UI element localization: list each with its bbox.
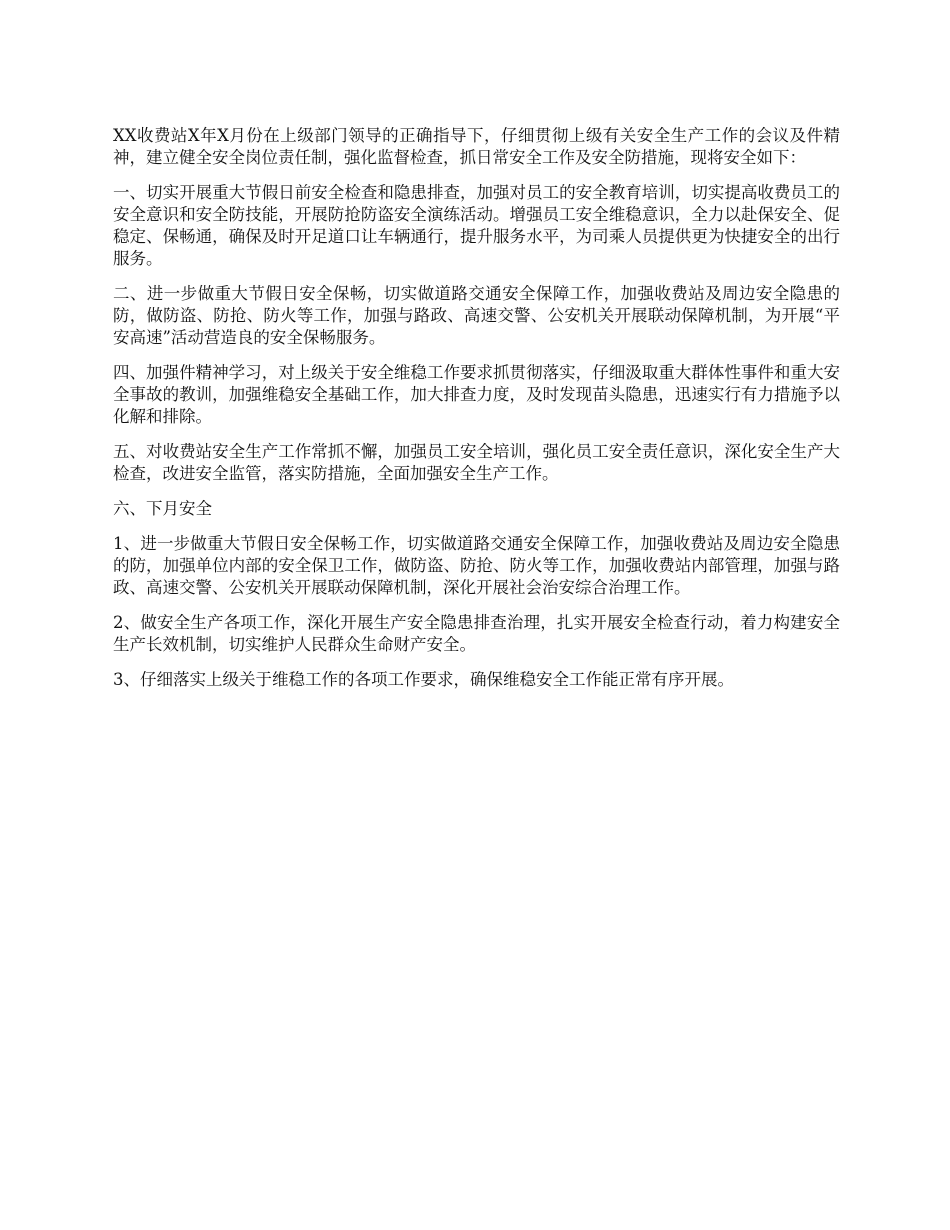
paragraph-item-1: 一、切实开展重大节假日前安全检查和隐患排查，加强对员工的安全教育培训，切实提高收费员工的安全意识和安全防技能，开展防抢防盗安全演练活动。增强员工安全维稳意识，全力以赴保安全、促稳定、保畅通，确保及时开足道口让车辆通行，提升服务水平，为司乘人员提供更为快捷安全的出行服务。 xyxy=(113,183,840,268)
paragraph-item-5: 五、对收费站安全生产工作常抓不懈，加强员工安全培训，强化员工安全责任意识，深化安全生产大检查，改进安全监管，落实防措施，全面加强安全生产工作。 xyxy=(113,442,840,483)
paragraph-intro: XX收费站X年X月份在上级部门领导的正确指导下，仔细贯彻上级有关安全生产工作的会议及件精神，建立健全安全岗位责任制，强化监督检查，抓日常安全工作及安全防措施，现将安全如下： xyxy=(113,126,840,167)
paragraph-item-4: 四、加强件精神学习，对上级关于安全维稳工作要求抓贯彻落实，仔细汲取重大群体性事件和重大安全事故的教训，加强维稳安全基础工作，加大排查力度，及时发现苗头隐患，迅速实行有力措施予以化解和排除。 xyxy=(113,363,840,426)
paragraph-subitem-2: 2、做安全生产各项工作，深化开展生产安全隐患排查治理，扎实开展安全检查行动，着力构建安全生产长效机制，切实维护人民群众生命财产安全。 xyxy=(113,613,840,654)
paragraph-item-6-heading: 六、下月安全 xyxy=(113,499,212,518)
paragraph-subitem-1: 1、进一步做重大节假日安全保畅工作，切实做道路交通安全保障工作，加强收费站及周边安全隐患的防，加强单位内部的安全保卫工作，做防盗、防抢、防火等工作，加强收费站内部管理，加强与路政、高速交警、公安机关开展联动保障机制，深化开展社会治安综合治理工作。 xyxy=(113,534,840,597)
paragraph-item-2: 二、进一步做重大节假日安全保畅，切实做道路交通安全保障工作，加强收费站及周边安全隐患的防，做防盗、防抢、防火等工作，加强与路政、高速交警、公安机关开展联动保障机制，为开展“平安高速”活动营造良的安全保畅服务。 xyxy=(113,284,840,347)
document-body xyxy=(113,125,840,704)
paragraph-subitem-3: 3、仔细落实上级关于维稳工作的各项工作要求，确保维稳安全工作能正常有序开展。 xyxy=(113,670,734,689)
